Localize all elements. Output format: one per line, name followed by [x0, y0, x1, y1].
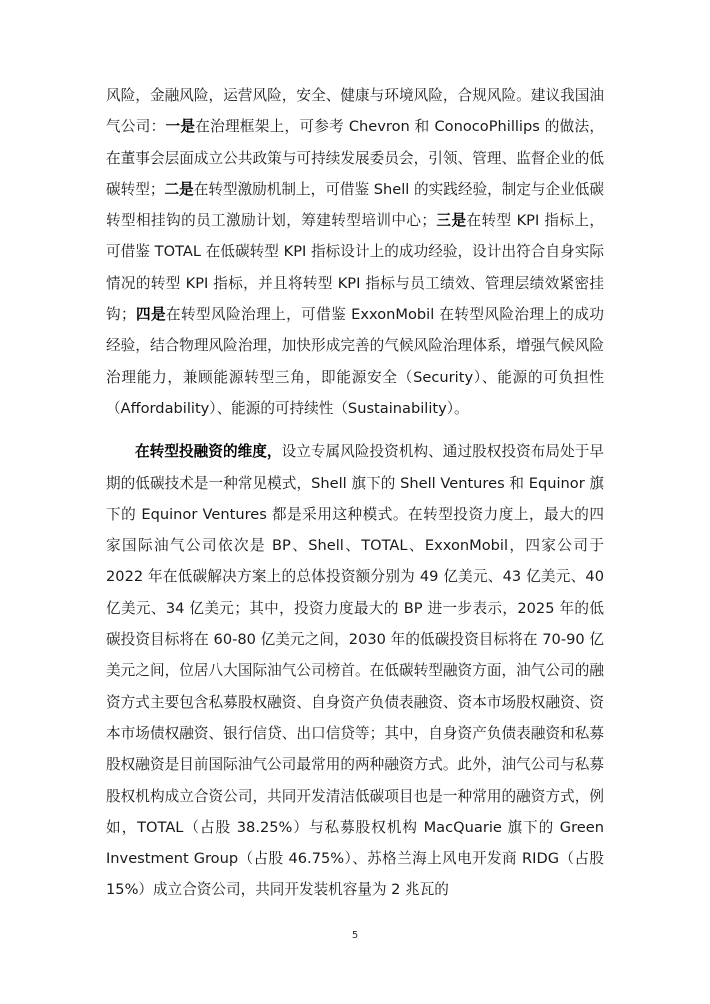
paragraph-governance	[106, 80, 604, 424]
paragraph-heading: 在转型投融资的维度，	[135, 443, 282, 461]
text-segment: 设立专属风险投资机构、通过股权投资布局处于早期的低碳技术是一种常见模式，Shell 旗下的 Shell Ventures 和 Equinor 旗下的 Equinor Ventures 都是采用这种模式。在转型投资力度上，最大的四家国际油气公司依次是 BP、Shell、TOTAL、ExxonMobil，四家公司于 2022 年在低碳解决方案上的总体投资额分别为 49 亿美元、43 亿美元、40 亿美元、34 亿美元；其中，投资力度最大的 BP 进一步表示，2025 年的低碳投资目标将在 60-80 亿美元之间，2030 年的低碳投资目标将在 70-90 亿美元之间，位居八大国际油气公司榜首。在低碳转型融资方面，油气公司的融资方式主要包含私募股权融资、自身资产负债表融资、资本市场股权融资、资本市场债权融资、银行信贷、出口信贷等；其中，自身资产负债表融资和私募股权融资是目前国际油气公司最常用的两种融资方式。此外，油气公司与私募股权机构成立合资公司，共同开发清洁低碳项目也是一种常用的融资方式，例如，TOTAL（占股 38.25%）与私募股权机构 MacQuarie 旗下的 Green Investment Group（占股 46.75%）、苏格兰海上风电开发商 RIDG（占股 15%）成立合资公司，共同开发装机容量为 2 兆瓦的	[106, 443, 604, 899]
page-number: 5	[351, 930, 359, 941]
text-segment: 在转型风险治理上，可借鉴 ExxonMobil 在转型风险治理上的成功经验，结合物理风险治理，加快形成完善的气候风险治理体系，增强气候风险治理能力，兼顾能源转型三角，即能源安全（Security）、能源的可负担性（Affordability）、能源的可持续性（Sustainability）。	[106, 306, 604, 417]
text-segment: 在转型激励机制上，可借鉴 Shell 的实践经验，制定与企业低碳转型相挂钩的员工激励计划，筹建转型培训中心；	[106, 180, 604, 230]
text-segment: 在治理框架上，可参考 Chevron 和 ConocoPhillips 的做法，在董事会层面成立公共政策与可持续发展委员会，引领、管理、监督企业的低碳转型；	[106, 118, 604, 198]
bold-marker-third: 三是	[436, 212, 467, 230]
bold-marker-second: 二是	[164, 180, 194, 198]
paragraph-investment-financing	[106, 436, 604, 905]
document-body	[106, 80, 604, 906]
bold-marker-first: 一是	[165, 118, 196, 136]
bold-marker-fourth: 四是	[135, 306, 167, 324]
text-segment: 在转型 KPI 指标上，可借鉴 TOTAL 在低碳转型 KPI 指标设计上的成功经验，设计出符合自身实际情况的转型 KPI 指标，并且将转型 KPI 指标与员工绩效、管理层绩效紧密挂钩；	[106, 212, 604, 324]
text-segment: 风险，金融风险，运营风险，安全、健康与环境风险，合规风险。建议我国油气公司：	[106, 87, 604, 136]
